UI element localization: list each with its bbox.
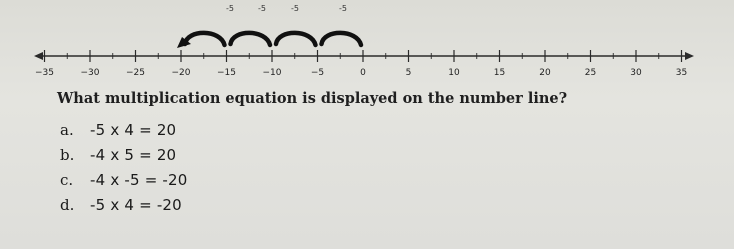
choice-equation: -5 x 4 = 20 — [90, 121, 177, 139]
jump-label: -5 — [339, 4, 347, 13]
left-arrowhead — [34, 52, 43, 60]
jump-label: -5 — [258, 4, 266, 13]
tick-label: −5 — [310, 68, 325, 78]
question-text: What multiplication equation is displayed on the number line? — [57, 90, 568, 107]
choice-letter: b. — [60, 146, 75, 164]
jump-label: -5 — [291, 4, 299, 13]
jump-label: -5 — [226, 4, 234, 13]
tick-label: 0 — [360, 68, 366, 78]
tick-labels — [35, 68, 687, 78]
right-arrowhead — [685, 52, 694, 60]
tick-label: 10 — [448, 68, 460, 78]
jump-labels — [226, 4, 347, 13]
tick-label: 15 — [493, 68, 506, 78]
tick-label: 30 — [630, 68, 642, 78]
tick-label: 35 — [675, 68, 688, 78]
tick-label: −10 — [262, 68, 282, 78]
tick-label: −25 — [126, 68, 145, 78]
jump-arc — [185, 33, 225, 45]
choice-d[interactable] — [60, 196, 182, 214]
tick-label: 20 — [539, 68, 551, 78]
choice-equation: -4 x 5 = 20 — [90, 146, 177, 164]
choice-b[interactable] — [60, 146, 176, 164]
tick-label: −35 — [35, 68, 54, 78]
choice-c[interactable] — [60, 171, 188, 189]
tick-label: −30 — [80, 68, 100, 78]
tick-label: 25 — [584, 68, 597, 78]
choice-letter: c. — [60, 171, 74, 189]
jump-arcs — [177, 33, 361, 48]
tick-label: 5 — [405, 68, 412, 78]
choice-letter: d. — [60, 196, 75, 214]
choice-letter: a. — [60, 121, 74, 139]
choice-equation: -4 x -5 = -20 — [90, 171, 188, 189]
tick-label: −20 — [171, 68, 191, 78]
choice-a[interactable] — [60, 121, 176, 139]
choice-equation: -5 x 4 = -20 — [90, 196, 182, 214]
number-line — [34, 50, 694, 62]
jump-arc — [322, 33, 362, 45]
number-line-figure — [0, 0, 734, 90]
tick-label: −15 — [217, 68, 236, 78]
jump-arc — [231, 33, 271, 45]
jump-arc — [276, 33, 316, 45]
